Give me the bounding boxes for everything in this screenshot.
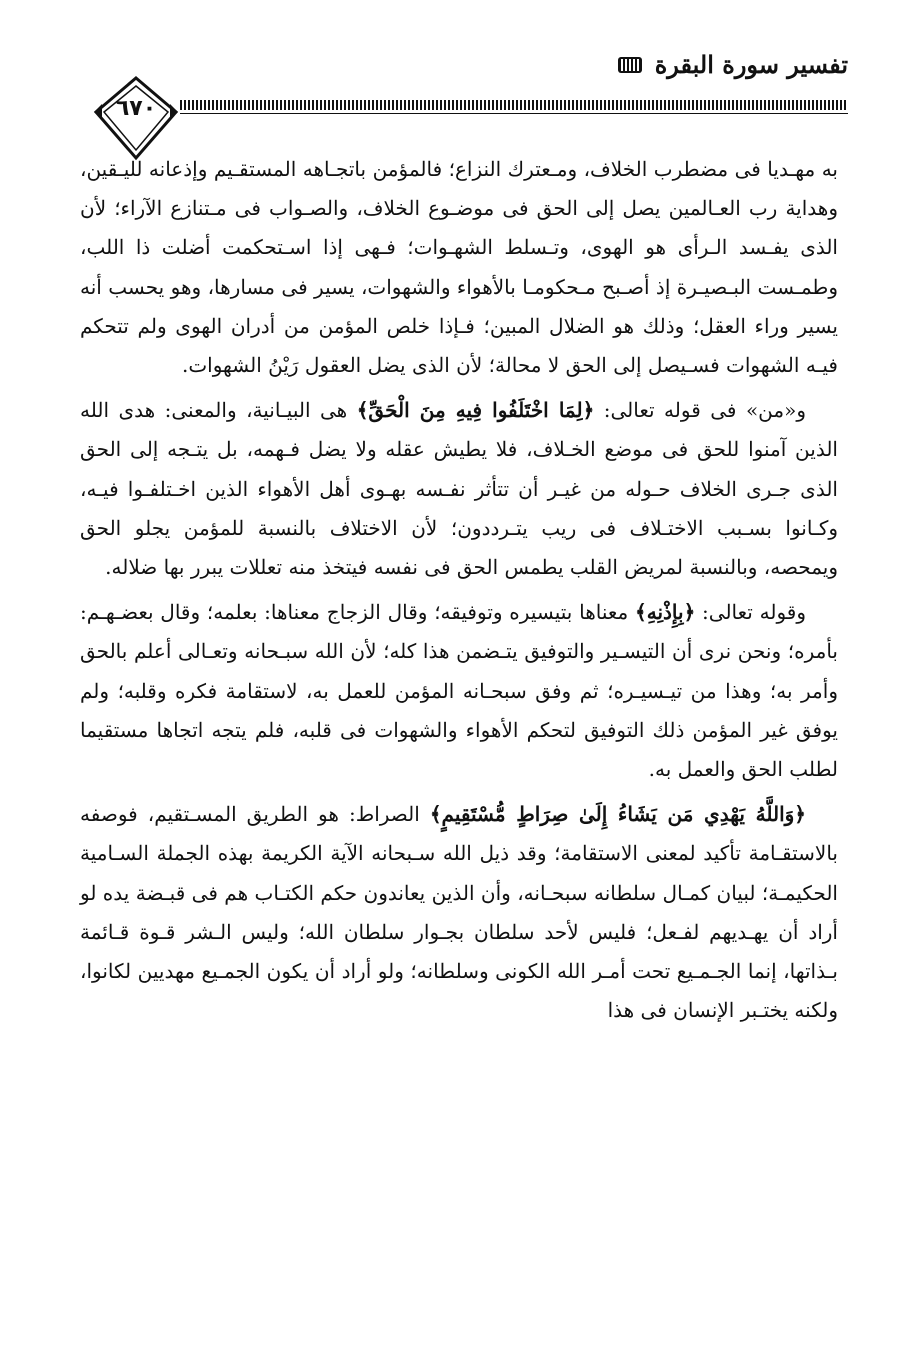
page-number: ٦٧٠ [115, 96, 157, 121]
quranic-quote: ﴿وَاللَّهُ يَهْدِي مَن يَشَاءُ إِلَىٰ صِرَاطٍ مُّسْتَقِيمٍ﴾ [429, 802, 807, 827]
paragraph-3-text: معناها بتيسيره وتوفيقه؛ وقال الزجاج معناها: بعلمه؛ وقال بعضـهـم: بأمره؛ ونحن نرى أن التيسـير والتوفيق يتـضمن هذا كله؛ لأن الله سبـحانه وتعـالى أعلم بالحق وأمر به؛ وهذا من تيـسيـره؛ ثم وفق سبحـانه المؤمن للعمل به، لاستقامة فكره وقلبه؛ ولم يوفق غير المؤمن ذلك التوفيق لتحكم الأهواء والشهوات فى قلبه، فلم يتجه اتجاها مستقيما لطلب الحق والعمل به. [80, 600, 838, 782]
paragraph-2-prefix: و«من» فى قوله تعالى: [594, 398, 807, 423]
book-ornament-icon [617, 54, 643, 76]
page-header [70, 40, 848, 130]
quranic-quote: ﴿بِإِذْنِهِ﴾ [635, 600, 696, 625]
paragraph-3-prefix: وقوله تعالى: [695, 600, 806, 625]
paragraph-3 [80, 593, 838, 789]
paragraph-4-text: الصراط: هو الطريق المسـتقيم، فوصفه بالاستقـامة تأكيد لمعنى الاستقامة؛ وقد ذيل الله سـبحانه الآية الكريمة بهذه الجملة السـامية الحكيمـة؛ لبيان كمـال سلطانه سبحـانه، وأن الذين يعاندون حكم الكتـاب هم فى قبـضة يده لو أراد أن يهـديهم لفـعل؛ فليس لأحد سلطان بجـوار سلطان الله؛ وليس الـشر قـوة قـائمة بـذاتها، إنما الجـمـيع تحت أمـر الله الكونى وسلطانه؛ ولو أراد أن يكون الجمـيع مهديين لكانوا، ولكنه يختـبر الإنسان فى هذا [80, 802, 838, 1023]
header-title-group [617, 50, 848, 79]
paragraph-1: به مهـديا فى مضطرب الخلاف، ومـعترك النزاع؛ فالمؤمن باتجـاهه المستقـيم وإذعانه لليـقين، وهداية رب العـالمين يصل إلى الحق فى موضـوع الخلاف، والصـواب فى مـتنازع الآراء؛ لأن الذى يفـسد الـرأى هو الهوى، وتـسلط الشهـوات؛ فـهى إذا اسـتحكمت أضلت ذا اللب، وطمـست البـصيـرة إذ أصـبح مـحكومـا بالأهواء والشهوات، يسير فى مسارها، وهو يحسب أنه يسير وراء العقل؛ وذلك هو الضلال المبين؛ فـإذا خلص المؤمن من أدران الهوى ولم تتحكم فيـه الشهوات فسـيصل إلى الحق لا محالة؛ لأن الذى يضل العقول رَيْنُ الشهوات. [80, 157, 838, 378]
header-rule-dots [180, 100, 848, 110]
header-rule-line [180, 113, 848, 114]
paragraph-2-text: هى البيـانية، والمعنى: هدى الله الذين آمنوا للحق فى موضع الخـلاف، فلا يطيش عقله ولا يضل فـهمه، بل يتـجه إلى الحق الذى جـرى الخلاف حـوله من غيـر أن تتأثر نفـسه بهـوى أهل الأهواء الذين اخـتلفـوا فيـه، وكـانوا بسـبب الاختـلاف فى ريب يتـرددون؛ لأن الاختلاف بالنسبة للمؤمن يجلو الحق ويمحصه، وبالنسبة لمريض القلب يطمس الحق فى نفسه فيتخذ منه تعللات يبرر بها ضلاله. [80, 398, 838, 580]
main-text [80, 150, 838, 1366]
paragraph-4 [80, 795, 838, 1030]
quranic-quote: ﴿لِمَا اخْتَلَفُوا فِيهِ مِنَ الْحَقِّ﴾ [356, 398, 595, 423]
running-title: تفسير سورة البقرة [654, 50, 848, 79]
paragraph-2 [80, 391, 838, 587]
